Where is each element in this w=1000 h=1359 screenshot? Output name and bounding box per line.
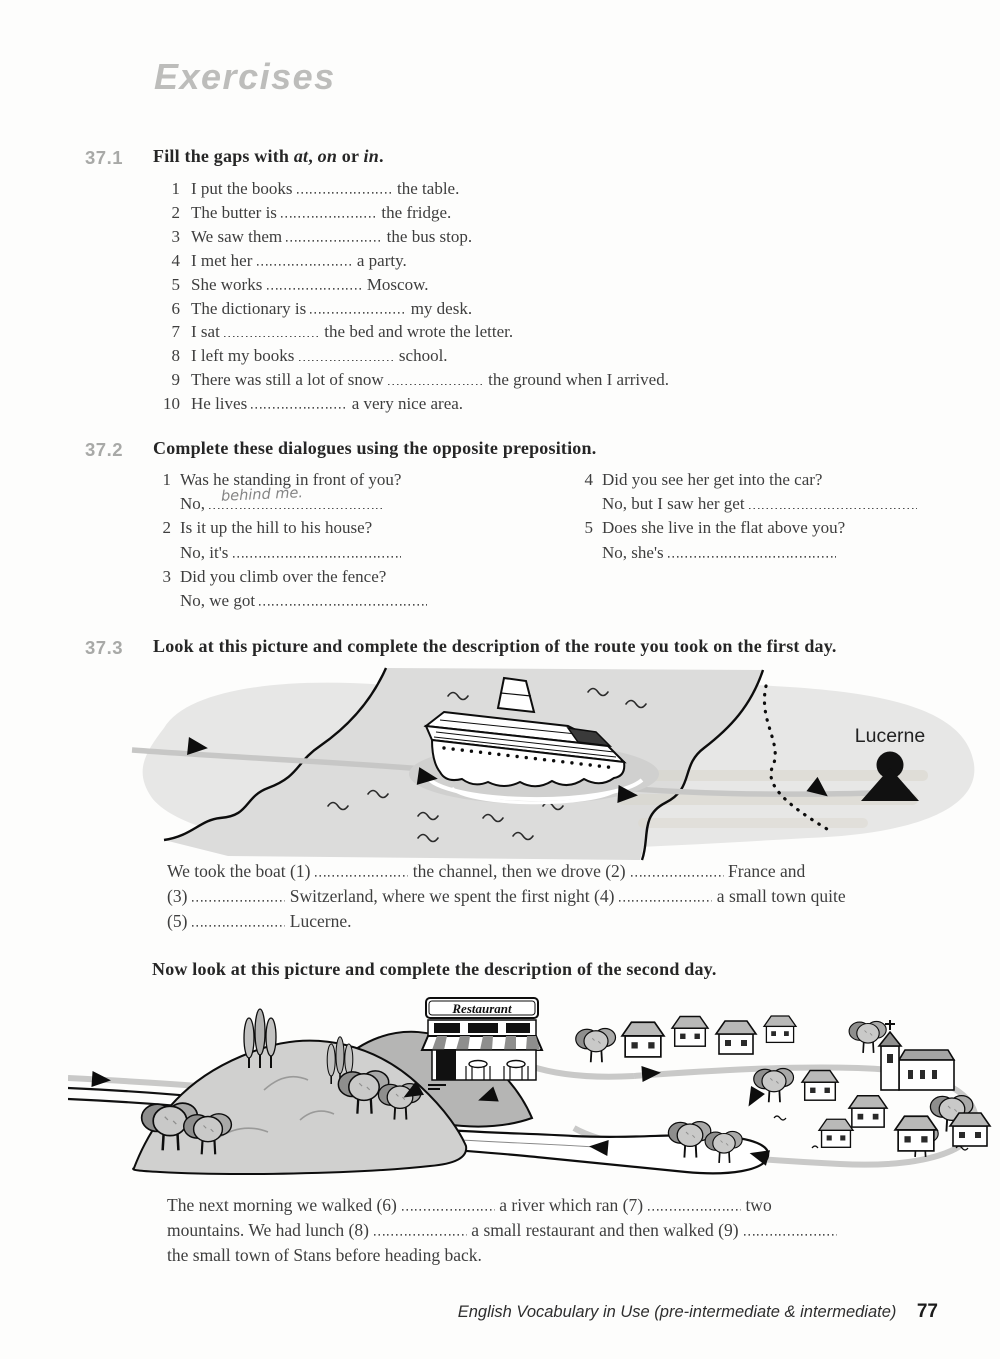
numbered-gap xyxy=(605,861,723,881)
answer-blank xyxy=(668,545,836,558)
dialogue-question xyxy=(156,468,576,492)
book-title: English Vocabulary in Use (pre-intermediate & intermediate) xyxy=(457,1303,897,1321)
gap-number: (3) xyxy=(167,886,188,906)
gap-number: (7) xyxy=(622,1195,644,1215)
answer-blank xyxy=(281,205,377,218)
gap-number: (9) xyxy=(718,1220,739,1240)
answer-blank xyxy=(224,324,320,337)
numbered-gap xyxy=(594,886,712,906)
item-number: 2 xyxy=(162,518,171,538)
exercise-372-left-column xyxy=(156,468,576,613)
numbered-gap xyxy=(290,861,408,881)
exercise-item-row xyxy=(153,392,669,416)
gap-number: (5) xyxy=(167,911,188,931)
answer-blank xyxy=(619,889,712,902)
exercise-item-row xyxy=(153,368,669,392)
gap-number: (6) xyxy=(376,1195,397,1215)
exercise-item-row xyxy=(153,201,669,225)
item-text: I left my books school. xyxy=(191,346,448,366)
answer-blank xyxy=(631,864,724,877)
item-number: 2 xyxy=(171,202,180,222)
preposition-word: on xyxy=(317,146,338,166)
answer-blank xyxy=(297,181,393,194)
answer-blank xyxy=(251,396,347,409)
exercise-item-row xyxy=(153,273,669,297)
description-day2-paragraph: The next morning we walked (6) a river which ran (7) two mountains. We had lunch (8) a small restaurant and then walked (9) the small town of Stans before heading back. xyxy=(167,1193,997,1268)
answer-blank xyxy=(315,864,408,877)
restaurant-building xyxy=(422,998,542,1089)
dialogue-answer: No, but I saw her get xyxy=(578,492,978,516)
dialogue-answer: No, we got xyxy=(156,589,576,613)
exercise-item-row xyxy=(153,320,669,344)
dialogue-question xyxy=(578,468,978,492)
question-text: Was he standing in front of you? xyxy=(180,470,402,489)
numbered-gap xyxy=(718,1220,836,1240)
preposition-word: at xyxy=(293,146,309,166)
route-map-day1-illustration xyxy=(118,666,986,862)
handwritten-answer: behind me. xyxy=(220,485,304,505)
gap-number: (2) xyxy=(605,861,626,881)
dialogue-question xyxy=(578,516,978,540)
instruction-text: Fill the gaps with xyxy=(153,146,294,166)
exercise-372-right-column xyxy=(578,468,978,565)
numbered-gap xyxy=(349,1220,467,1240)
question-text: Did you see her get into the car? xyxy=(602,470,823,489)
preposition-word: in xyxy=(363,146,379,166)
page-footer xyxy=(0,1301,938,1323)
exercise-item-row xyxy=(153,177,669,201)
item-number: 3 xyxy=(162,566,171,586)
item-text: We saw them the bus stop. xyxy=(191,226,473,246)
item-number: 5 xyxy=(171,274,180,294)
numbered-gap xyxy=(623,1195,741,1215)
item-text: I met her a party. xyxy=(191,250,407,270)
question-text: Does she live in the flat above you? xyxy=(602,518,846,538)
item-text: The dictionary is my desk. xyxy=(191,298,473,318)
question-text: Did you climb over the fence? xyxy=(180,566,387,586)
answer-blank xyxy=(749,496,917,509)
item-text: I sat the bed and wrote the letter. xyxy=(191,322,514,342)
instruction-text: . xyxy=(378,146,384,166)
item-number: 5 xyxy=(584,518,593,538)
answer-blank xyxy=(402,1198,495,1211)
item-number: 1 xyxy=(171,179,180,198)
item-number: 10 xyxy=(163,394,180,414)
answer-blank xyxy=(374,1223,467,1236)
answer-blank xyxy=(310,301,406,314)
item-text: I put the books the table. xyxy=(191,179,460,198)
answer-blank xyxy=(192,914,285,927)
answer-blank xyxy=(192,889,285,902)
gap-number: (8) xyxy=(348,1220,369,1240)
dialogue-answer: No, she's xyxy=(578,541,978,565)
item-number: 8 xyxy=(171,346,180,366)
item-number: 3 xyxy=(171,226,180,246)
item-number: 7 xyxy=(171,322,180,342)
numbered-gap xyxy=(167,886,285,906)
exercise-371-items xyxy=(153,177,669,416)
exercise-371-instruction xyxy=(153,146,384,167)
exercise-item-row xyxy=(153,344,669,368)
dialogue-answer: No, it's xyxy=(156,541,576,565)
answer-blank xyxy=(388,372,484,385)
exercise-item-row xyxy=(153,225,669,249)
item-text: The butter is the fridge. xyxy=(191,202,452,222)
item-number: 4 xyxy=(171,250,180,270)
answer-blank xyxy=(299,348,395,361)
instruction-text: or xyxy=(337,146,364,166)
answer-blank xyxy=(267,277,363,290)
answer-blank xyxy=(257,253,353,266)
item-text: She works Moscow. xyxy=(191,274,429,294)
gap-number: (1) xyxy=(290,861,311,881)
church xyxy=(879,1020,954,1090)
description-day1-paragraph: We took the boat (1) the channel, then we drove (2) France and (3) Switzerland, where we spent the first night (4) a small town quite (5) Lucerne. xyxy=(167,861,846,931)
exercise-372-instruction: Complete these dialogues using the opposite preposition. xyxy=(153,438,597,458)
restaurant-sign: Restaurant xyxy=(452,1001,512,1016)
item-text: There was still a lot of snow the ground when I arrived. xyxy=(191,370,669,390)
item-number: 9 xyxy=(171,370,180,390)
item-text: He lives a very nice area. xyxy=(191,394,464,414)
exercise-373-number: 37.3 xyxy=(85,637,124,658)
exercise-373-instruction: Look at this picture and complete the description of the route you took on the first day. xyxy=(153,636,837,656)
dialogue-answer: No, behind me. xyxy=(156,492,576,516)
item-number: 1 xyxy=(162,470,171,489)
item-number: 4 xyxy=(584,470,593,489)
exercise-item-row xyxy=(153,297,669,321)
lucerne-label: Lucerne xyxy=(854,725,926,747)
exercise-item-row xyxy=(153,249,669,273)
exercise-372-number: 37.2 xyxy=(85,439,124,460)
answer-blank xyxy=(286,229,382,242)
instruction-text: , xyxy=(308,146,318,166)
answer-blank xyxy=(233,545,401,558)
exercise-371-number: 37.1 xyxy=(85,147,124,168)
question-text: Is it up the hill to his house? xyxy=(180,518,373,538)
numbered-gap xyxy=(167,911,285,931)
second-day-instruction: Now look at this picture and complete the description of the second day. xyxy=(152,959,717,979)
answer-blank xyxy=(744,1223,837,1236)
page-number: 77 xyxy=(916,1301,938,1322)
gap-number: (4) xyxy=(594,886,615,906)
dialogue-question xyxy=(156,565,576,589)
route-map-day2-illustration xyxy=(68,986,996,1191)
item-number: 6 xyxy=(171,298,180,318)
page-title: Exercises xyxy=(154,56,336,97)
answer-blank xyxy=(648,1198,741,1211)
numbered-gap xyxy=(376,1195,494,1215)
dialogue-question xyxy=(156,516,576,540)
answer-blank xyxy=(259,593,427,606)
